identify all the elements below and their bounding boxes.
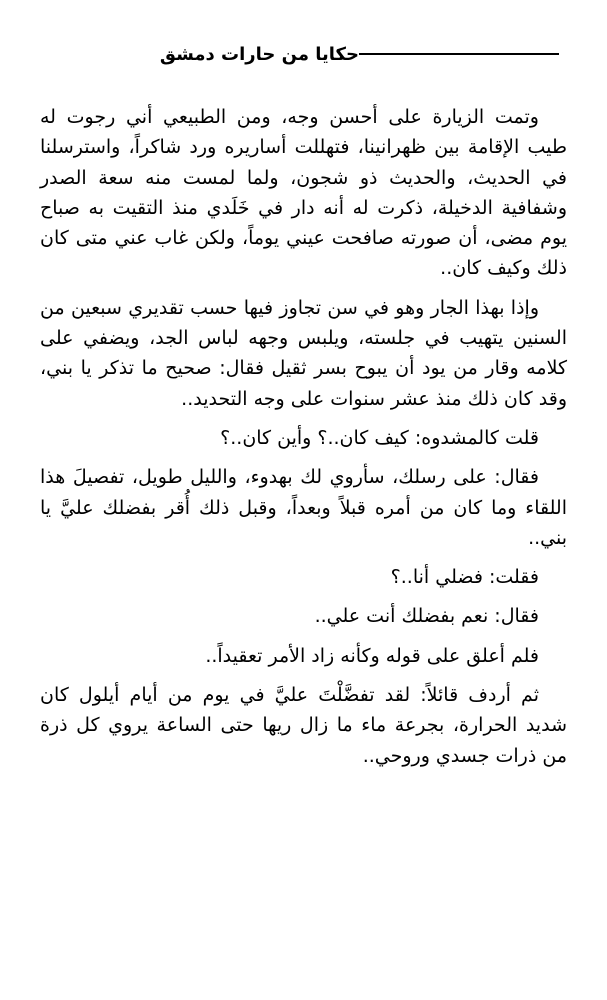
- paragraph: قلت كالمشدوه: كيف كان..؟ وأين كان..؟: [220, 426, 539, 449]
- header-rule: [359, 53, 559, 55]
- paragraph: فقال: على رسلك، سأروي لك بهدوء، والليل طويل، تفصيلَ هذا اللقاء وما كان من أمره قبلاً وبعداً، وقبل ذلك أُقر بفضلك عليَّ يا بني..: [40, 466, 567, 549]
- paragraph: فقال: نعم بفضلك أنت علي..: [314, 605, 539, 628]
- book-title: حكايا من حارات دمشق: [159, 43, 359, 65]
- paragraph: ثم أردف قائلاً: لقد تفضَّلْتَ عليَّ في يوم من أيام أيلول كان شديد الحرارة، بجرعة ماء ما زال ريها حتى الساعة يروي كل ذرة من ذرات جسدي وروحي..: [40, 684, 567, 767]
- paragraph: وإذا بهذا الجار وهو في سن تجاوز فيها حسب تقديري سبعين من السنين يتهيب في جلسته، ويلبس وجهه لباس الجد، ويضفي على كلامه وقار من يود أن يبوح بسر ثقيل فقال: صحيح ما تذكر يا بني، وقد كان ذلك منذ عشر سنوات على وجه التحديد..: [40, 296, 567, 410]
- body-text: [40, 102, 567, 780]
- paragraph: فقلت: فضلي أنا..؟: [390, 566, 539, 589]
- paragraph: وتمت الزيارة على أحسن وجه، ومن الطبيعي أني رجوت له طيب الإقامة بين ظهرانينا، فتهللت أساريره ورد شاكراً، واسترسلنا في الحديث، والحديث ذو شجون، ولما لمست منه سعة الصدر وشفافية الدخيلة، ذكرت له أنه دار في خَلَدي منذ التقيت به صباح يوم مضى، أن صورته صافحت عيني يوماً، ولكن غاب عني متى كان ذلك وكيف كان..: [40, 106, 567, 280]
- running-header: [160, 38, 569, 70]
- paragraph: فلم أعلق على قوله وكأنه زاد الأمر تعقيداً..: [205, 644, 539, 667]
